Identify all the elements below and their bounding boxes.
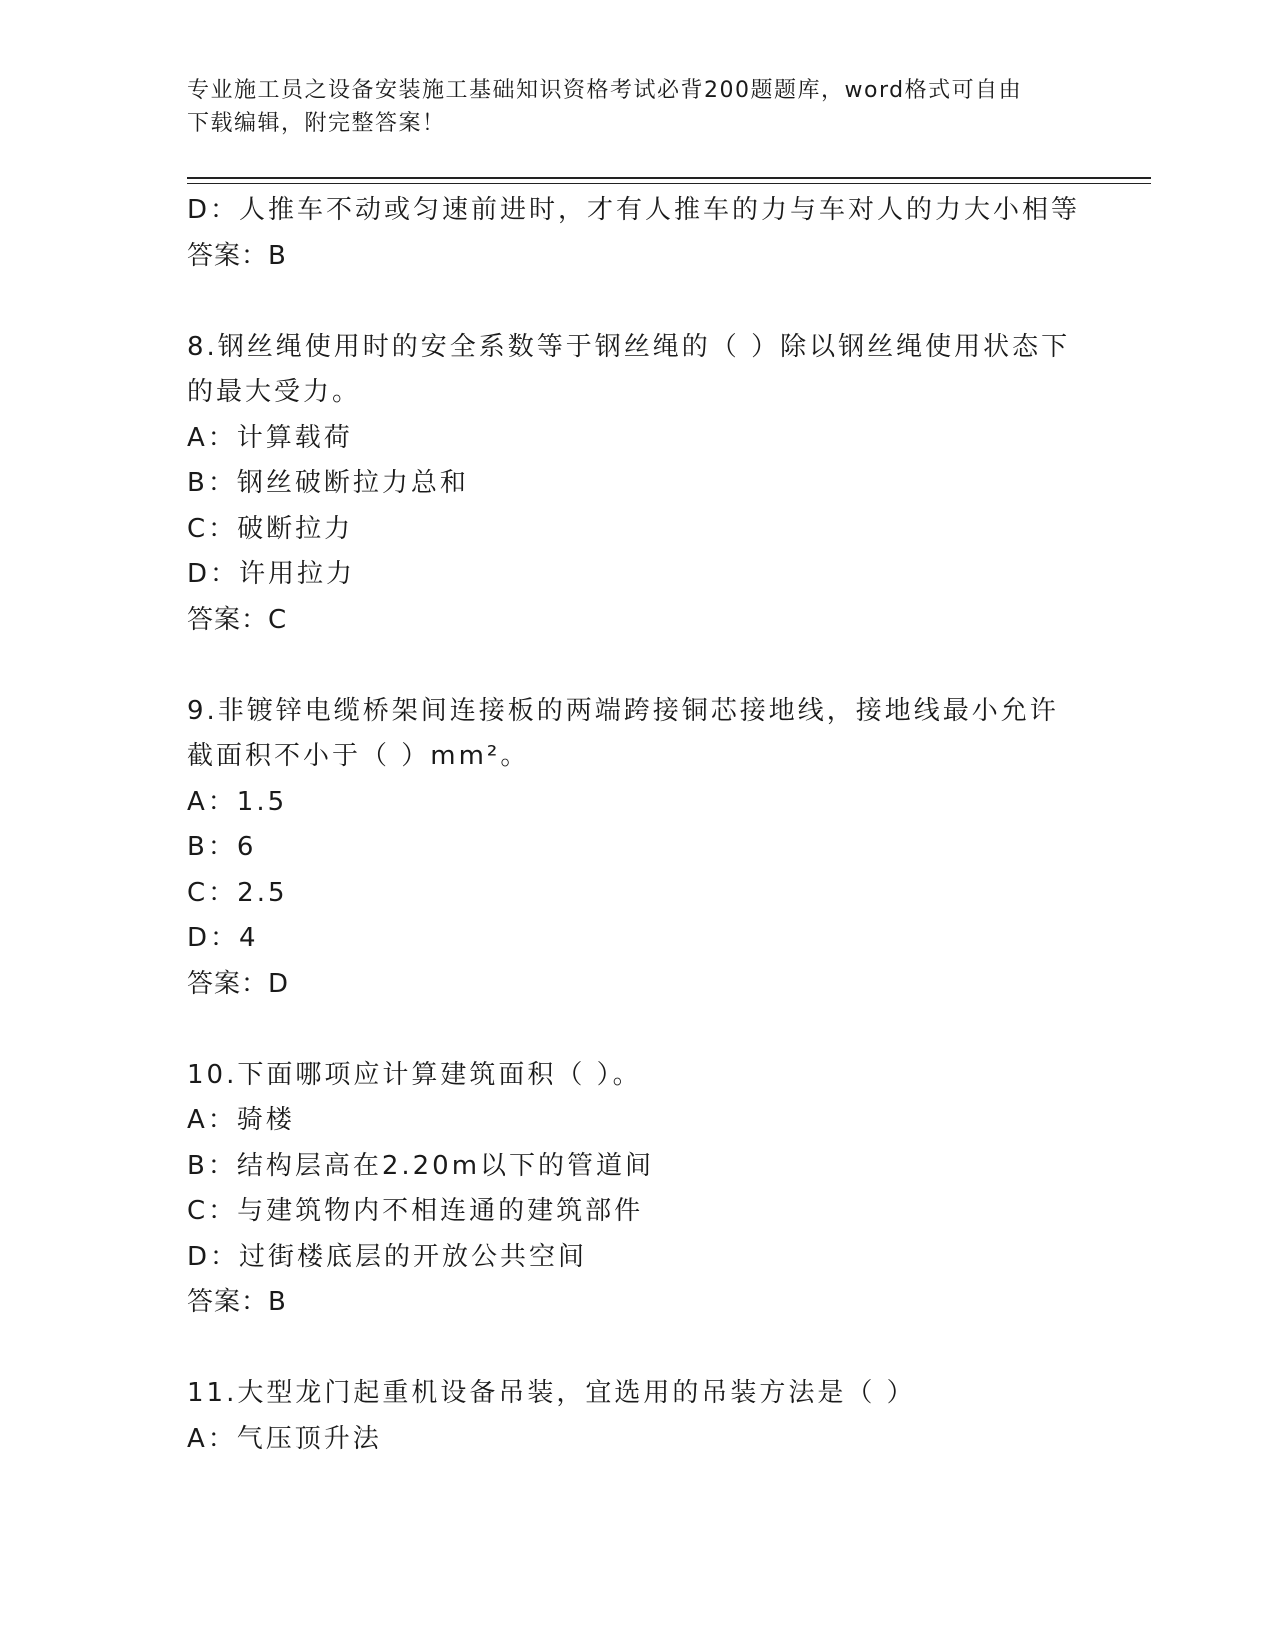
option-c: C：与建筑物内不相连通的建筑部件 — [187, 1196, 644, 1226]
header-line-2: 下载编辑，附完整答案！ — [187, 111, 446, 136]
option-a: A：计算载荷 — [187, 422, 353, 453]
question-list — [187, 188, 1087, 1462]
answer: 答案：C — [187, 604, 288, 635]
question-11 — [187, 1371, 1087, 1462]
question-8 — [187, 325, 1087, 644]
spacer — [187, 279, 1087, 325]
option-b: B：6 — [187, 832, 257, 862]
option-a: A：1.5 — [187, 786, 288, 817]
spacer — [187, 1326, 1087, 1372]
header-rule-thick — [187, 177, 1151, 179]
question-9 — [187, 689, 1087, 1008]
carryover-answer: 答案：B — [187, 240, 287, 271]
header-rule-thin — [187, 183, 1151, 184]
option-b: B：钢丝破断拉力总和 — [187, 468, 469, 498]
option-a: A：骑楼 — [187, 1105, 295, 1135]
option-d: D：4 — [187, 923, 259, 953]
answer: 答案：B — [187, 1287, 287, 1317]
document-header — [187, 74, 1067, 140]
spacer — [187, 643, 1087, 689]
question-stem: 9.非镀锌电缆桥架间连接板的两端跨接铜芯接地线，接地线最小允许 — [187, 695, 1059, 726]
answer: 答案：D — [187, 968, 290, 999]
option-c: C：破断拉力 — [187, 513, 354, 544]
option-d: D：许用拉力 — [187, 559, 356, 589]
question-stem: 10.下面哪项应计算建筑面积（ ）。 — [187, 1059, 642, 1090]
option-d: D：过街楼底层的开放公共空间 — [187, 1241, 588, 1272]
header-line-1: 专业施工员之设备安装施工基础知识资格考试必背200题题库，word格式可自由 — [187, 78, 1023, 103]
question-10 — [187, 1053, 1087, 1326]
option-a: A：气压顶升法 — [187, 1423, 382, 1454]
option-b: B：结构层高在2.20m以下的管道间 — [187, 1150, 655, 1181]
question-stem: 截面积不小于（ ）mm²。 — [187, 741, 530, 771]
question-stem: 8.钢丝绳使用时的安全系数等于钢丝绳的（ ）除以钢丝绳使用状态下 — [187, 331, 1071, 362]
question-stem: 11.大型龙门起重机设备吊装，宜选用的吊装方法是（ ） — [187, 1378, 916, 1408]
question-stem: 的最大受力。 — [187, 377, 362, 407]
carryover-option-d: D：人推车不动或匀速前进时，才有人推车的力与车对人的力大小相等 — [187, 195, 1081, 225]
spacer — [187, 1007, 1087, 1053]
option-c: C：2.5 — [187, 877, 288, 908]
